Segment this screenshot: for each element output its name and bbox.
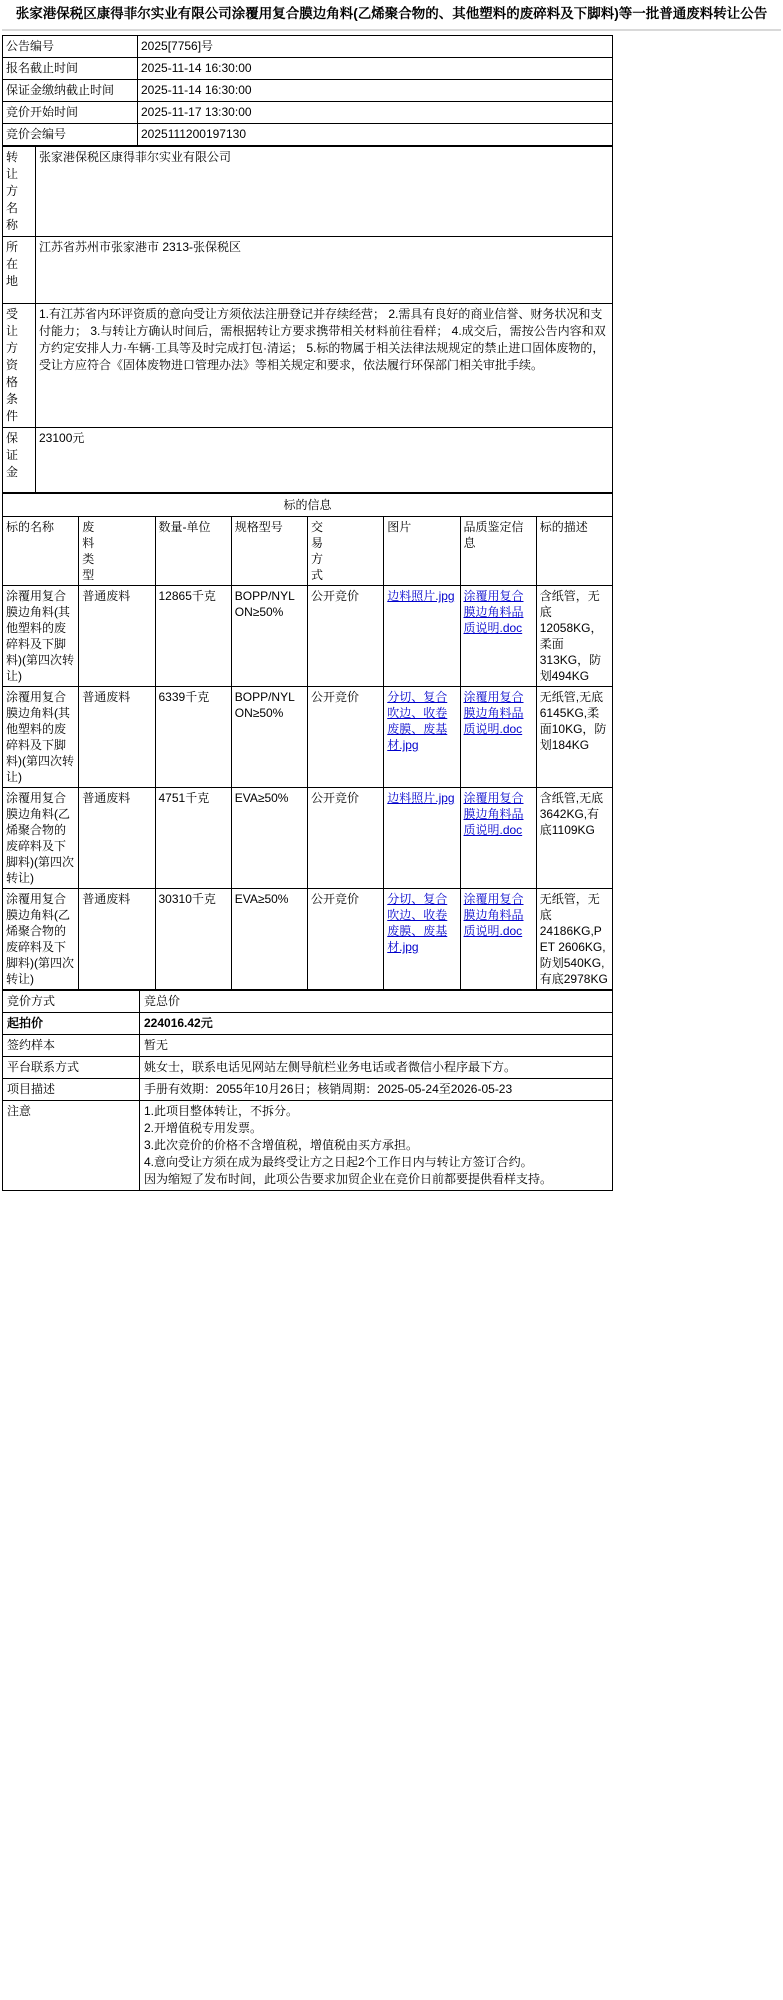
item-description: 无纸管，无底24186KG,PET 2606KG,防划540KG,有底2978KG [536, 889, 612, 990]
item-waste-type: 普通废料 [79, 788, 155, 889]
item-waste-type: 普通废料 [79, 586, 155, 687]
table-row [3, 889, 613, 990]
item-spec: BOPP/NYLON≥50% [231, 687, 307, 788]
quality-report-link[interactable]: 涂覆用复合膜边角料品质说明.doc [463, 589, 524, 635]
label-contract-sample: 签约样本 [3, 1035, 140, 1057]
info-label-bidding-start: 竞价开始时间 [3, 102, 138, 124]
page-bottom-spacer [0, 1191, 783, 1951]
col-header-quantity: 数量-单位 [155, 517, 231, 586]
items-section-heading: 标的信息 [3, 494, 613, 517]
label-platform-contact: 平台联系方式 [3, 1057, 140, 1079]
item-quality-links [460, 586, 536, 687]
value-bidding-mode: 竞总价 [140, 991, 613, 1013]
item-name: 涂覆用复合膜边角料(其他塑料的废碎料及下脚料)(第四次转让) [3, 687, 79, 788]
item-description: 含纸管，无底12058KG，柔面313KG，防划494KG [536, 586, 612, 687]
picture-link[interactable]: 边料照片.jpg [387, 791, 455, 805]
item-spec: EVA≥50% [231, 788, 307, 889]
item-waste-type: 普通废料 [79, 687, 155, 788]
item-quantity: 4751千克 [155, 788, 231, 889]
title-divider [2, 29, 781, 31]
quality-report-link[interactable]: 涂覆用复合膜边角料品质说明.doc [463, 892, 524, 938]
info-label-announcement-no: 公告编号 [3, 36, 138, 58]
item-name: 涂覆用复合膜边角料(乙烯聚合物的废碎料及下脚料)(第四次转让) [3, 788, 79, 889]
table-row [3, 58, 613, 80]
col-header-spec: 规格型号 [231, 517, 307, 586]
table-row [3, 687, 613, 788]
info-value-deposit-deadline: 2025-11-14 16:30:00 [138, 80, 613, 102]
value-contract-sample: 暂无 [140, 1035, 613, 1057]
col-header-quality: 品质鉴定信息 [460, 517, 536, 586]
basic-info-table [2, 35, 613, 146]
item-description: 无纸管,无底6145KG,柔面10KG，防划184KG [536, 687, 612, 788]
label-starting-price: 起拍价 [3, 1013, 140, 1035]
value-starting-price: 224016.42元 [140, 1013, 613, 1035]
label-qualification: 受 让 方 资 格 条 件 [3, 304, 36, 428]
table-row [3, 788, 613, 889]
table-row [3, 1057, 613, 1079]
item-trade-mode: 公开竞价 [308, 889, 384, 990]
notice-line: 3.此次竞价的价格不含增值税，增值税由买方承担。 [144, 1138, 419, 1152]
value-project-description: 手册有效期：2055年10月26日；核销周期：2025-05-24至2026-05-23 [140, 1079, 613, 1101]
label-notice: 注意 [3, 1101, 140, 1191]
item-trade-mode: 公开竞价 [308, 586, 384, 687]
table-row [3, 586, 613, 687]
info-label-auction-no: 竞价会编号 [3, 124, 138, 146]
picture-link[interactable]: 边料照片.jpg [387, 589, 455, 603]
picture-link[interactable]: 分切、复合吹边、收卷废膜、废基材.jpg [387, 892, 448, 954]
items-header-row [3, 517, 613, 586]
table-row [3, 1013, 613, 1035]
label-deposit: 保 证 金 [3, 428, 36, 493]
item-quantity: 30310千克 [155, 889, 231, 990]
table-row [3, 428, 613, 493]
info-label-signup-deadline: 报名截止时间 [3, 58, 138, 80]
value-platform-contact: 姚女士，联系电话见网站左侧导航栏业务电话或者微信小程序最下方。 [140, 1057, 613, 1079]
item-description: 含纸管,无底3642KG,有底1109KG [536, 788, 612, 889]
label-location: 所 在 地 [3, 237, 36, 304]
label-project-description: 项目描述 [3, 1079, 140, 1101]
item-picture-links [384, 889, 460, 990]
value-qualification: 1.有江苏省内环评资质的意向受让方须依法注册登记并存续经营； 2.需具有良好的商业信誉、财务状况和支付能力； 3.与转让方确认时间后，需根据转让方要求携带相关材料前往看样； 4.成交后，需按公告内容和双方约定安排人力·车辆·工具等及时完成打包·清运； 5.标的物属于相关法律法规规定的禁止进口固体废物的，受让方应符合《固体废物进口管理办法》等相关规定和要求，依法履行环保部门相关审批手续。 [36, 304, 613, 428]
notice-line: 2.开增值税专用发票。 [144, 1121, 263, 1135]
quality-report-link[interactable]: 涂覆用复合膜边角料品质说明.doc [463, 690, 524, 736]
value-notice [140, 1101, 613, 1191]
info-label-deposit-deadline: 保证金缴纳截止时间 [3, 80, 138, 102]
item-quality-links [460, 889, 536, 990]
table-row [3, 36, 613, 58]
item-waste-type: 普通废料 [79, 889, 155, 990]
table-row [3, 304, 613, 428]
label-bidding-mode: 竞价方式 [3, 991, 140, 1013]
table-row [3, 237, 613, 304]
value-transferor-name: 张家港保税区康得菲尔实业有限公司 [36, 147, 613, 237]
table-row [3, 1035, 613, 1057]
table-row [3, 991, 613, 1013]
items-table [2, 493, 613, 990]
item-quality-links [460, 788, 536, 889]
info-value-announcement-no: 2025[7756]号 [138, 36, 613, 58]
table-row [3, 1079, 613, 1101]
bottom-info-table [2, 990, 613, 1191]
col-header-picture: 图片 [384, 517, 460, 586]
value-deposit: 23100元 [36, 428, 613, 493]
item-quality-links [460, 687, 536, 788]
col-header-trade-mode: 交 易 方 式 [308, 517, 384, 586]
table-row [3, 102, 613, 124]
transferor-table [2, 146, 613, 493]
item-spec: EVA≥50% [231, 889, 307, 990]
table-row [3, 80, 613, 102]
value-location: 江苏省苏州市张家港市 2313-张保税区 [36, 237, 613, 304]
info-value-auction-no: 2025111200197130 [138, 124, 613, 146]
item-picture-links [384, 687, 460, 788]
quality-report-link[interactable]: 涂覆用复合膜边角料品质说明.doc [463, 791, 524, 837]
col-header-name: 标的名称 [3, 517, 79, 586]
notice-line: 1.此项目整体转让，不拆分。 [144, 1104, 299, 1118]
table-row [3, 1101, 613, 1191]
label-transferor-name: 转 让 方 名 称 [3, 147, 36, 237]
col-header-desc: 标的描述 [536, 517, 612, 586]
notice-line: 4.意向受让方须在成为最终受让方之日起2个工作日内与转让方签订合约。 [144, 1155, 533, 1169]
page-title: 张家港保税区康得菲尔实业有限公司涂覆用复合膜边角料(乙烯聚合物的、其他塑料的废碎料及下脚料)等一批普通废料转让公告 [15, 6, 768, 21]
info-value-signup-deadline: 2025-11-14 16:30:00 [138, 58, 613, 80]
item-name: 涂覆用复合膜边角料(乙烯聚合物的废碎料及下脚料)(第四次转让) [3, 889, 79, 990]
items-section-heading-row [3, 494, 613, 517]
item-picture-links [384, 788, 460, 889]
table-row [3, 147, 613, 237]
item-quantity: 12865千克 [155, 586, 231, 687]
item-spec: BOPP/NYLON≥50% [231, 586, 307, 687]
picture-link[interactable]: 分切、复合吹边、收卷废膜、废基材.jpg [387, 690, 448, 752]
item-trade-mode: 公开竞价 [308, 687, 384, 788]
item-quantity: 6339千克 [155, 687, 231, 788]
info-value-bidding-start: 2025-11-17 13:30:00 [138, 102, 613, 124]
item-name: 涂覆用复合膜边角料(其他塑料的废碎料及下脚料)(第四次转让) [3, 586, 79, 687]
col-header-waste-type: 废 料 类 型 [79, 517, 155, 586]
notice-line: 因为缩短了发布时间，此项公告要求加贸企业在竞价日前都要提供看样支持。 [144, 1172, 553, 1186]
item-picture-links [384, 586, 460, 687]
item-trade-mode: 公开竞价 [308, 788, 384, 889]
table-row [3, 124, 613, 146]
